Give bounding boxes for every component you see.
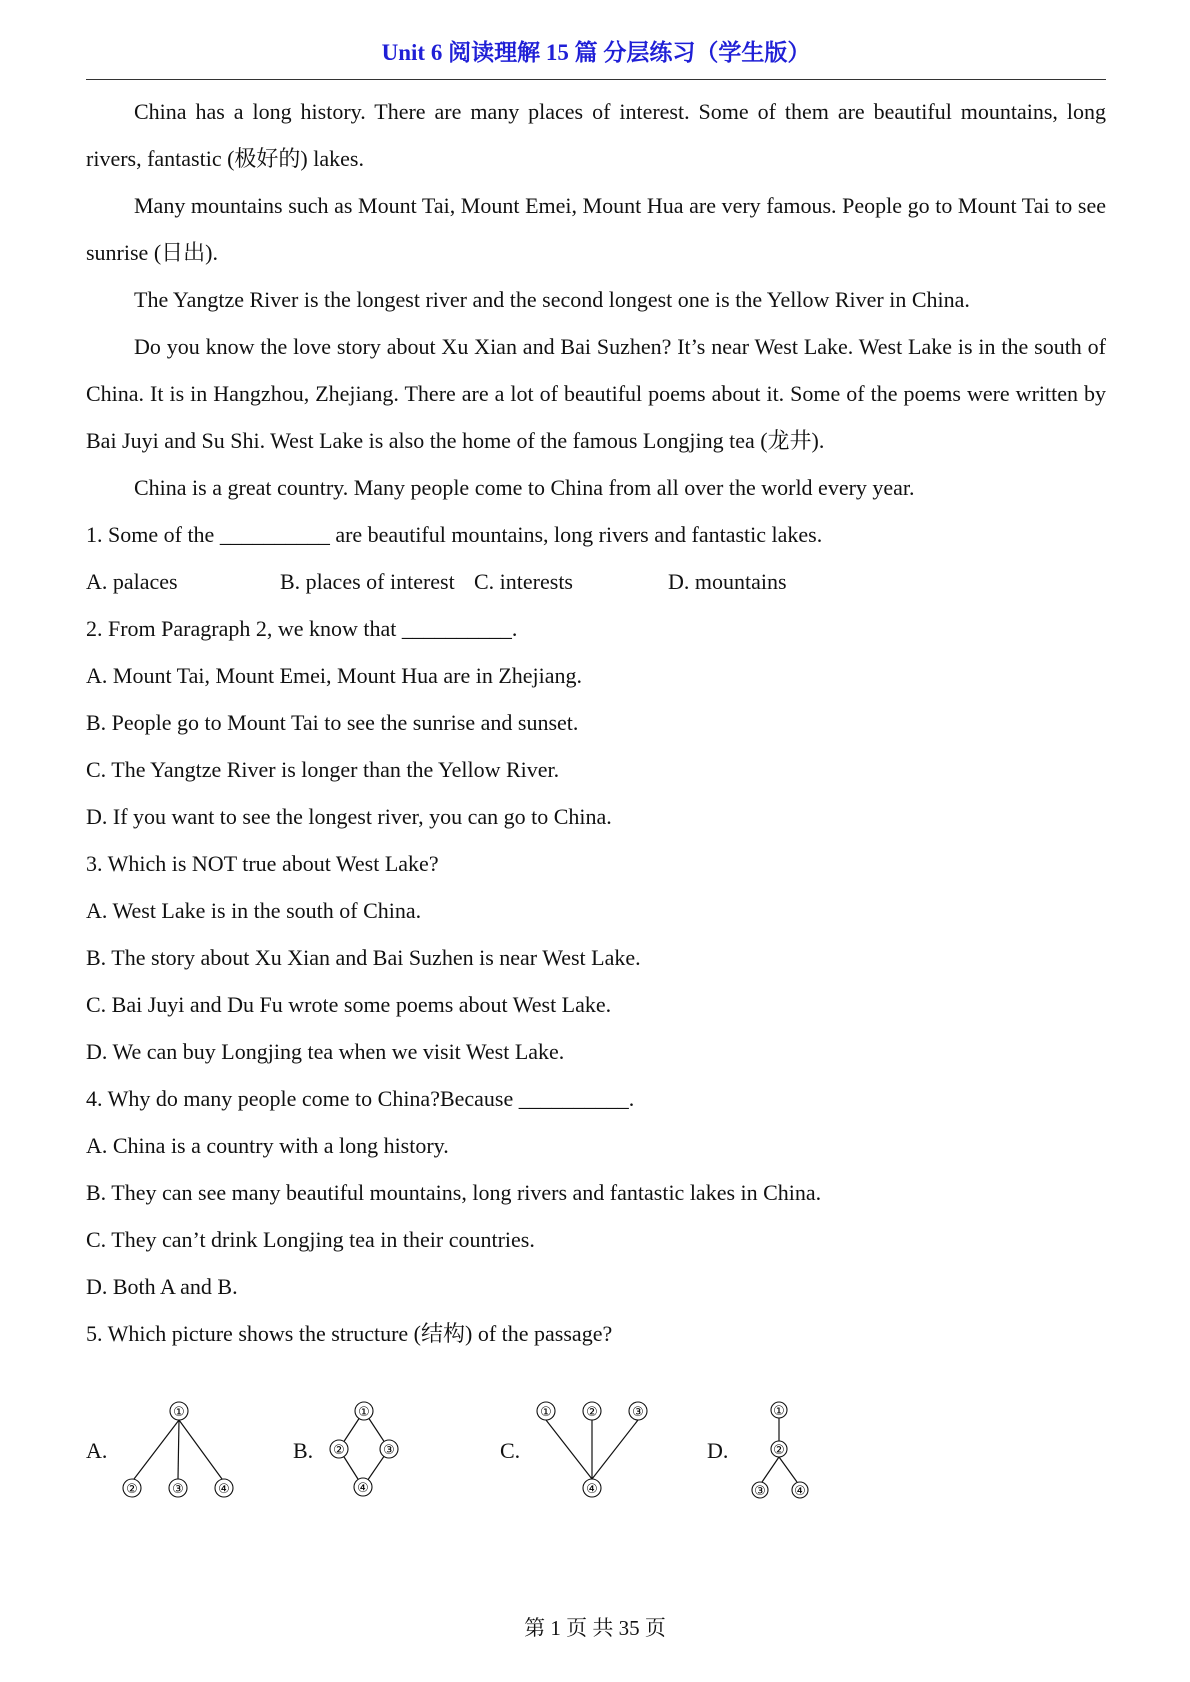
question-1-options — [86, 558, 1106, 605]
svg-text:②: ② — [773, 1443, 785, 1458]
diagram-c-node-2 — [583, 1402, 601, 1420]
question-1-stem: 1. Some of the __________ are beautiful mountains, long rivers and fantastic lakes. — [86, 522, 823, 547]
svg-text:③: ③ — [383, 1443, 395, 1458]
svg-text:③: ③ — [754, 1484, 766, 1499]
svg-text:①: ① — [358, 1405, 370, 1420]
diagram-a-node-1 — [170, 1402, 188, 1420]
diagram-c-node-4 — [583, 1479, 601, 1497]
svg-text:④: ④ — [218, 1482, 230, 1497]
diagram-d-node-4 — [792, 1482, 808, 1499]
diagram-d-node-3 — [752, 1482, 768, 1499]
diagram-c-label: C. — [500, 1438, 521, 1463]
page-footer: 第 1 页 共 35 页 — [524, 1616, 666, 1640]
diagram-d-graph — [707, 1400, 837, 1512]
q4-option-d: D. Both A and B. — [86, 1274, 238, 1299]
passage-paragraph-3: The Yangtze River is the longest river and the second longest one is the Yellow River in China. — [134, 287, 970, 312]
q3-option-a: A. West Lake is in the south of China. — [86, 898, 422, 923]
diagram-c-node-1 — [537, 1402, 555, 1420]
passage-paragraph-5: China is a great country. Many people come to China from all over the world every year. — [134, 475, 915, 500]
svg-text:②: ② — [586, 1405, 598, 1420]
q4-option-c: C. They can’t drink Longjing tea in their countries. — [86, 1227, 535, 1252]
structure-diagrams — [86, 1400, 846, 1520]
svg-text:①: ① — [773, 1404, 785, 1419]
diagram-c — [500, 1400, 670, 1510]
diagram-b-graph — [293, 1400, 433, 1510]
svg-text:③: ③ — [632, 1405, 644, 1420]
svg-text:②: ② — [126, 1482, 138, 1497]
svg-text:①: ① — [540, 1405, 552, 1420]
question-2-stem: 2. From Paragraph 2, we know that __________. — [86, 616, 518, 641]
diagram-c-graph — [500, 1400, 670, 1510]
passage-paragraph-4: Do you know the love story about Xu Xian and Bai Suzhen? It’s near West Lake. West Lake is in the south of China. It is in Hangzhou, Zhejiang. There are a lot of beautiful poems about it. Some of the poems were written by Bai Juyi and Su Shi. West Lake is also the home of the famous Longjing tea (龙井). — [86, 334, 1106, 453]
diagram-b-node-3 — [380, 1440, 398, 1458]
question-5-stem: 5. Which picture shows the structure (结构) of the passage? — [86, 1321, 613, 1346]
diagram-b-node-4 — [354, 1478, 372, 1496]
diagram-a-node-4 — [215, 1479, 233, 1497]
q4-option-b: B. They can see many beautiful mountains, long rivers and fantastic lakes in China. — [86, 1180, 822, 1205]
question-3-stem: 3. Which is NOT true about West Lake? — [86, 851, 439, 876]
q2-option-d: D. If you want to see the longest river, you can go to China. — [86, 804, 612, 829]
svg-text:④: ④ — [586, 1482, 598, 1497]
diagram-c-node-3 — [629, 1402, 647, 1420]
q3-option-d: D. We can buy Longjing tea when we visit West Lake. — [86, 1039, 565, 1064]
q1-option-a: A. palaces — [86, 569, 178, 594]
diagram-b-label: B. — [293, 1438, 314, 1463]
q2-option-c: C. The Yangtze River is longer than the Yellow River. — [86, 757, 560, 782]
diagram-b-node-2 — [330, 1440, 348, 1458]
svg-text:②: ② — [333, 1443, 345, 1458]
q4-option-a: A. China is a country with a long history. — [86, 1133, 449, 1158]
diagram-d-label: D. — [707, 1438, 729, 1463]
document-body — [86, 88, 1106, 1357]
q1-option-b: B. places of interest — [280, 569, 455, 594]
diagram-b — [293, 1400, 433, 1510]
diagram-b-node-1 — [355, 1402, 373, 1420]
diagram-d — [707, 1400, 837, 1510]
diagram-a-node-3 — [169, 1479, 187, 1497]
diagram-d-node-2 — [771, 1441, 787, 1458]
header-rule — [86, 79, 1106, 80]
q3-option-c: C. Bai Juyi and Du Fu wrote some poems about West Lake. — [86, 992, 612, 1017]
diagram-d-node-1 — [771, 1402, 787, 1419]
q1-option-d: D. mountains — [668, 569, 787, 594]
svg-text:④: ④ — [357, 1481, 369, 1496]
diagram-a-node-2 — [123, 1479, 141, 1497]
svg-text:③: ③ — [172, 1482, 184, 1497]
passage-paragraph-2: Many mountains such as Mount Tai, Mount Emei, Mount Hua are very famous. People go to Mount Tai to see sunrise (日出). — [86, 193, 1106, 265]
question-4-stem: 4. Why do many people come to China?Because __________. — [86, 1086, 635, 1111]
svg-text:①: ① — [173, 1405, 185, 1420]
passage-paragraph-1: China has a long history. There are many places of interest. Some of them are beautiful mountains, long rivers, fantastic (极好的) lakes. — [86, 99, 1106, 171]
svg-text:④: ④ — [794, 1484, 806, 1499]
diagram-a-graph — [86, 1400, 256, 1510]
q3-option-b: B. The story about Xu Xian and Bai Suzhen is near West Lake. — [86, 945, 641, 970]
page-header: Unit 6 阅读理解 15 篇 分层练习（学生版） — [381, 40, 811, 65]
q1-option-c: C. interests — [474, 569, 573, 594]
diagram-a — [86, 1400, 256, 1510]
q2-option-b: B. People go to Mount Tai to see the sunrise and sunset. — [86, 710, 579, 735]
q2-option-a: A. Mount Tai, Mount Emei, Mount Hua are in Zhejiang. — [86, 663, 583, 688]
diagram-a-label: A. — [86, 1438, 108, 1463]
